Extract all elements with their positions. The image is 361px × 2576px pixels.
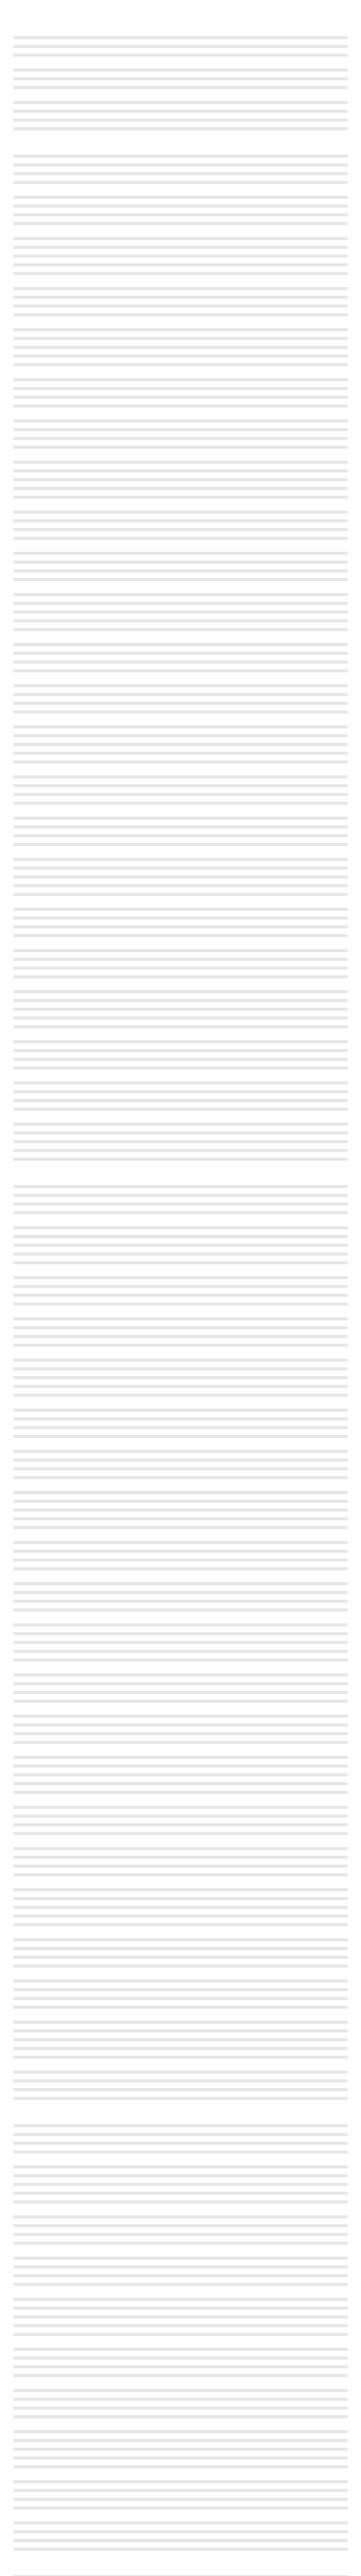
paragraph bbox=[13, 2215, 348, 2250]
paragraph bbox=[13, 1756, 348, 1800]
paragraph bbox=[13, 1847, 348, 1882]
paragraph bbox=[13, 2298, 348, 2342]
section-heading bbox=[13, 2113, 348, 2120]
paragraph bbox=[13, 2480, 348, 2515]
paragraph bbox=[13, 1040, 348, 1075]
paragraph bbox=[13, 1673, 348, 1708]
paragraph bbox=[13, 1185, 348, 1220]
paragraph bbox=[13, 287, 348, 322]
paragraph bbox=[13, 2071, 348, 2106]
paragraph bbox=[13, 1888, 348, 1932]
paragraph bbox=[13, 1491, 348, 1535]
paragraph bbox=[13, 1226, 348, 1270]
paragraph bbox=[13, 1409, 348, 1444]
paragraph bbox=[13, 990, 348, 1034]
paragraph bbox=[13, 2021, 348, 2064]
paragraph bbox=[13, 419, 348, 454]
paragraph bbox=[13, 378, 348, 413]
paragraph bbox=[13, 1623, 348, 1667]
paragraph bbox=[13, 155, 348, 190]
paragraph bbox=[13, 196, 348, 231]
paragraph bbox=[13, 461, 348, 504]
section-4 bbox=[13, 2113, 348, 2556]
paragraph bbox=[13, 237, 348, 281]
paragraph bbox=[13, 511, 348, 546]
document-title bbox=[13, 10, 348, 18]
paragraph bbox=[13, 593, 348, 637]
paragraph bbox=[13, 69, 348, 95]
paragraph bbox=[13, 908, 348, 943]
paragraph bbox=[13, 1979, 348, 2014]
paragraph bbox=[13, 328, 348, 372]
paragraph bbox=[13, 775, 348, 810]
paragraph bbox=[13, 684, 348, 719]
paragraph bbox=[13, 1123, 348, 1166]
paragraph bbox=[13, 1806, 348, 1841]
paragraph bbox=[13, 2124, 348, 2159]
section-5 bbox=[13, 2564, 348, 2576]
section-heading bbox=[13, 1174, 348, 1181]
paragraph bbox=[13, 817, 348, 852]
paragraph bbox=[13, 1938, 348, 1973]
paragraph bbox=[13, 101, 348, 136]
paragraph bbox=[13, 2165, 348, 2209]
paragraph bbox=[13, 949, 348, 984]
paragraph bbox=[13, 2389, 348, 2424]
paragraph bbox=[13, 725, 348, 769]
paragraph bbox=[13, 2430, 348, 2474]
paragraph bbox=[13, 36, 348, 62]
paragraph bbox=[13, 1450, 348, 1485]
section-2 bbox=[13, 143, 348, 1166]
paragraph bbox=[13, 2348, 348, 2383]
paragraph bbox=[13, 552, 348, 587]
paragraph bbox=[13, 2257, 348, 2292]
paragraph bbox=[13, 1359, 348, 1402]
paragraph bbox=[13, 1081, 348, 1116]
paragraph bbox=[13, 1276, 348, 1311]
paragraph bbox=[13, 1541, 348, 1576]
paragraph bbox=[13, 1582, 348, 1617]
paragraph bbox=[13, 858, 348, 902]
section-3 bbox=[13, 1174, 348, 2106]
paragraph bbox=[13, 1715, 348, 1750]
section-heading bbox=[13, 25, 348, 32]
section-heading bbox=[13, 143, 348, 150]
paragraph bbox=[13, 643, 348, 678]
paragraph bbox=[13, 2521, 348, 2556]
paragraph bbox=[13, 1317, 348, 1352]
section-1 bbox=[13, 25, 348, 136]
section-heading bbox=[13, 2564, 348, 2571]
